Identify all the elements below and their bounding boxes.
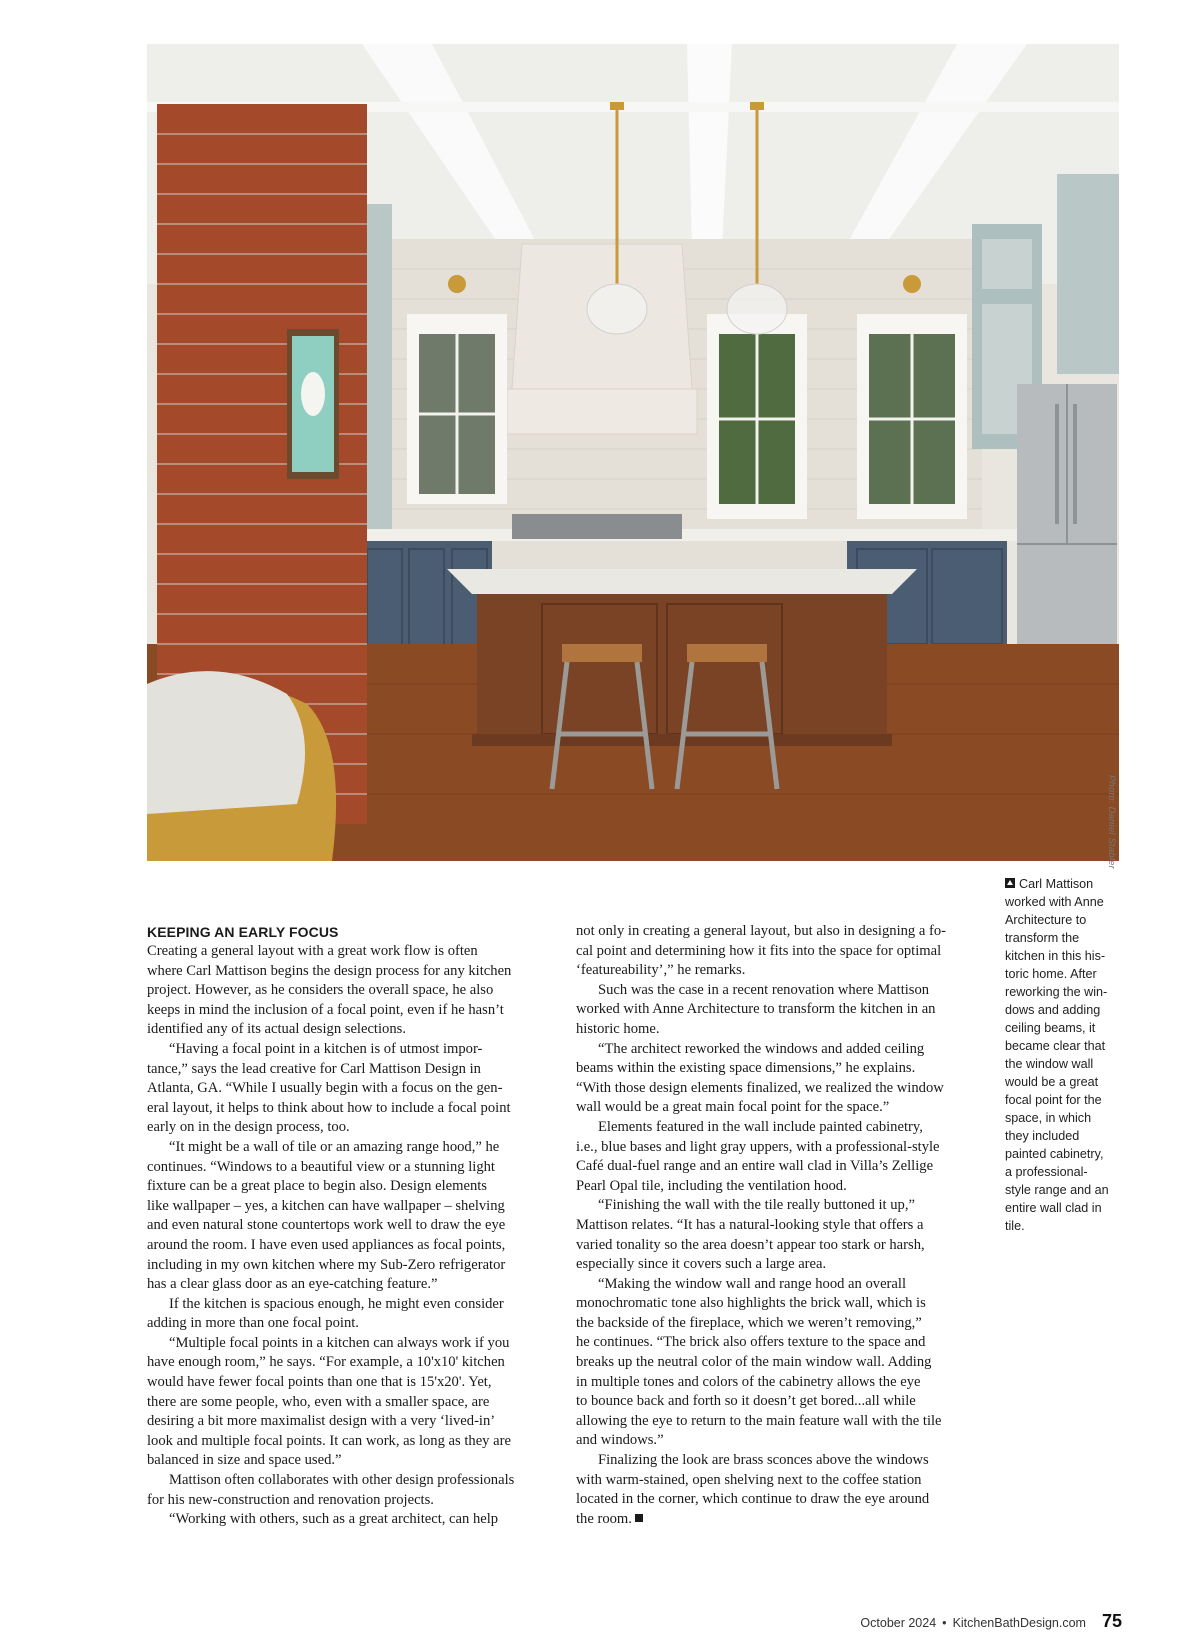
article-column-2 [576, 922, 976, 1529]
paragraph: not only in creating a general layout, but also in designing a fo- cal point and determining how it fits into the space for optimal ‘featureability’,” he remarks. [576, 923, 947, 979]
paragraph: “Making the window wall and range hood an overall monochromatic tone also highlights the brick wall, which is the backside of the fireplace, which we weren’t removing,” he continues. “The brick also offers texture to the space and breaks up the neutral color of the main window wall. Adding in multiple tones and colors of the cabinetry allows the eye to bounce back and forth so it doesn’t get bored...all while allowing the eye to return to the main feature wall with the tile and windows.” [576, 1275, 942, 1449]
island-countertop [447, 569, 917, 594]
issue-date: October 2024 [860, 1616, 937, 1630]
paragraph: “Working with others, such as a great architect, can help [169, 1511, 499, 1528]
paragraph: Mattison often collaborates with other design professionals for his new-construction and renovation projects. [147, 1472, 515, 1508]
arrow-up-icon [1005, 878, 1015, 888]
island [477, 594, 887, 744]
paragraph: If the kitchen is spacious enough, he might even consider adding in more than one focal point. [147, 1295, 504, 1332]
section-heading: KEEPING AN EARLY FOCUS [147, 924, 339, 940]
paragraph: “The architect reworked the windows and added ceiling beams within the existing space dimensions,” he explains. “With those design elements finalized, we realized the window wall would be a great main focal point for the space.” [576, 1040, 944, 1116]
sconce [448, 275, 466, 293]
window-center [707, 314, 807, 519]
kitchen-photo [147, 44, 1119, 861]
paragraph: Creating a general layout with a great work flow is often where Carl Mattison begins the design process for any kitchen project. However, as he considers the overall space, he also keeps in mind the inclusion of a focal point, even if he hasn’t identified any of its actual design selections. [147, 943, 512, 1038]
sconce [903, 275, 921, 293]
page-number: 75 [1101, 1611, 1122, 1631]
article-column-1 [147, 922, 547, 1530]
end-square-icon [635, 1514, 643, 1522]
window-right [857, 314, 967, 519]
photo-caption [1005, 875, 1123, 1235]
kitchen-illustration [147, 44, 1119, 861]
caption-text: Carl Mattison worked with Anne Architecture to transform the kitchen in this his- toric home. After reworking the win- dows and adding ceiling beams, it became clear that the window wall would be a great focal point for the space, in which they included painted cabinetry, a professional- style range and an entire wall clad in tile. [1005, 877, 1109, 1233]
page-footer [860, 1611, 1122, 1632]
countertop [357, 529, 1057, 541]
paragraph: “It might be a wall of tile or an amazing range hood,” he continues. “Windows to a beautiful view or a stunning light fixture can be a great place to begin also. Design elements like wallpaper – yes, a kitchen can have wallpaper – shelving and even natural stone countertops work well to draw the eye around the room. I have even used appliances as focal points, including in my own kitchen where my Sub-Zero refrigerator has a clear glass door as an eye-catching feature.” [147, 1138, 506, 1293]
paragraph-last [576, 1451, 976, 1529]
paragraph: “Having a focal point in a kitchen is of utmost impor- tance,” says the lead creative for Carl Mattison Design in Atlanta, GA. “While I usually begin with a focus on the gen- eral layout, it helps to think about how to include a focal point early on in the design process, too. [147, 1040, 511, 1136]
footer-separator: • [942, 1616, 947, 1630]
paragraph: “Finishing the wall with the tile really buttoned it up,” Mattison relates. “It has a natural-looking style that offers a varied tonality so the area doesn’t appear too stark or harsh, especially since it covers such a large area. [576, 1197, 925, 1273]
photo-credit: Photo: Daniel Stabler [1106, 775, 1117, 869]
range [512, 514, 682, 539]
website: KitchenBathDesign.com [952, 1616, 1086, 1630]
window-left [407, 314, 507, 504]
paragraph: Such was the case in a recent renovation where Mattison worked with Anne Architecture to transform the kitchen in an historic home. [576, 981, 936, 1037]
paragraph: “Multiple focal points in a kitchen can always work if you have enough room,” he says. “For example, a 10'x10' kitchen would have fewer focal points than one that is 15'x20'. Yet, there are some people, who, even with a smaller space, are desiring a bit more maximalist design with a very ‘lived-in’ look and multiple focal points. It can work, as long as they are balanced in size and space used.” [147, 1334, 511, 1469]
paragraph-text: Finalizing the look are brass sconces above the windows with warm-stained, open shelving next to the coffee station located in the corner, which continue to draw the eye around the room. [576, 1452, 930, 1527]
paragraph: Elements featured in the wall include painted cabinetry, i.e., blue bases and light gray uppers, with a professional-style Café dual-fuel range and an entire wall clad in Villa’s Zellige Pearl Opal tile, including the ventilation hood. [576, 1118, 940, 1194]
